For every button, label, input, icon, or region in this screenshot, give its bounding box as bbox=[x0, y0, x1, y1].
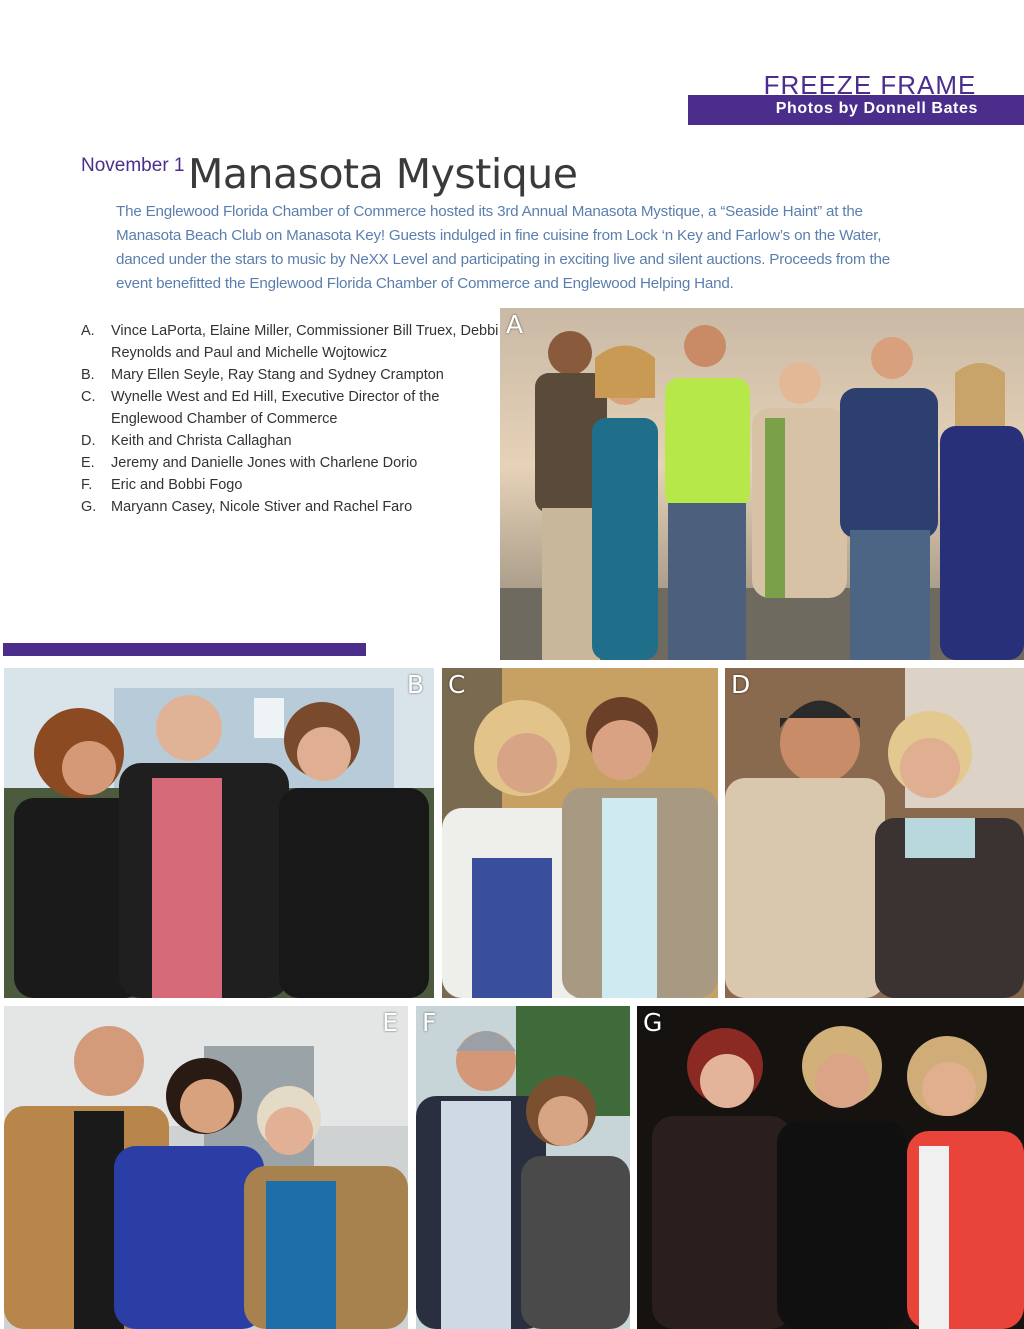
caption-list bbox=[81, 320, 501, 518]
caption-letter: C. bbox=[81, 389, 96, 405]
caption-item bbox=[81, 430, 501, 452]
caption-text: Maryann Casey, Nicole Stiver and Rachel Faro bbox=[111, 499, 413, 515]
photo-g bbox=[637, 1006, 1024, 1329]
caption-text: Keith and Christa Callaghan bbox=[111, 433, 292, 449]
caption-text: Vince LaPorta, Elaine Miller, Commissioner Bill Truex, Debbi Reynolds and Paul and Michelle Wojtowicz bbox=[111, 323, 499, 361]
caption-letter: A. bbox=[81, 323, 95, 339]
caption-item bbox=[81, 320, 501, 364]
photo-label: C bbox=[448, 670, 466, 699]
caption-text: Jeremy and Danielle Jones with Charlene Dorio bbox=[111, 455, 418, 471]
caption-item bbox=[81, 474, 501, 496]
photo-label: F bbox=[422, 1008, 437, 1037]
caption-letter: G. bbox=[81, 499, 97, 515]
caption-item bbox=[81, 496, 501, 518]
photo-label: A bbox=[506, 310, 524, 339]
caption-letter: D. bbox=[81, 433, 96, 449]
caption-letter: E. bbox=[81, 455, 95, 471]
section-title: FREEZE FRAME bbox=[763, 70, 977, 94]
caption-text: Eric and Bobbi Fogo bbox=[111, 477, 243, 493]
photo-a bbox=[500, 308, 1024, 660]
photo-f bbox=[416, 1006, 630, 1329]
event-title: Manasota Mystique bbox=[188, 150, 578, 198]
caption-item bbox=[81, 386, 501, 430]
caption-letter: F. bbox=[81, 477, 93, 493]
photo-label: D bbox=[731, 670, 751, 699]
caption-text: Mary Ellen Seyle, Ray Stang and Sydney Crampton bbox=[111, 367, 444, 383]
event-intro: The Englewood Florida Chamber of Commerce hosted its 3rd Annual Manasota Mystique, a “Seaside Haint” at the Manasota Beach Club on Manasota Key! Guests indulged in fine cuisine from Lock ‘n Key and Farlow’s on the Water, danced under the stars to music by NeXX Level and participating in exciting live and silent auctions. Proceeds from the event benefitted the Englewood Florida Chamber of Commerce and Englewood Helping Hand. bbox=[116, 203, 890, 292]
photo-d bbox=[725, 668, 1024, 998]
photo-c bbox=[442, 668, 718, 998]
photo-e bbox=[4, 1006, 408, 1329]
caption-text: Wynelle West and Ed Hill, Executive Director of the Englewood Chamber of Commerce bbox=[111, 389, 440, 427]
divider-bar bbox=[3, 643, 366, 656]
photo-label: B bbox=[406, 670, 424, 699]
event-date: November 1 bbox=[81, 155, 185, 176]
caption-item bbox=[81, 452, 501, 474]
photo-label: G bbox=[643, 1008, 663, 1037]
photo-label: E bbox=[382, 1008, 398, 1037]
photo-credit: Photos by Donnell Bates bbox=[775, 100, 978, 117]
caption-item bbox=[81, 364, 501, 386]
caption-letter: B. bbox=[81, 367, 95, 383]
photo-b bbox=[4, 668, 434, 998]
